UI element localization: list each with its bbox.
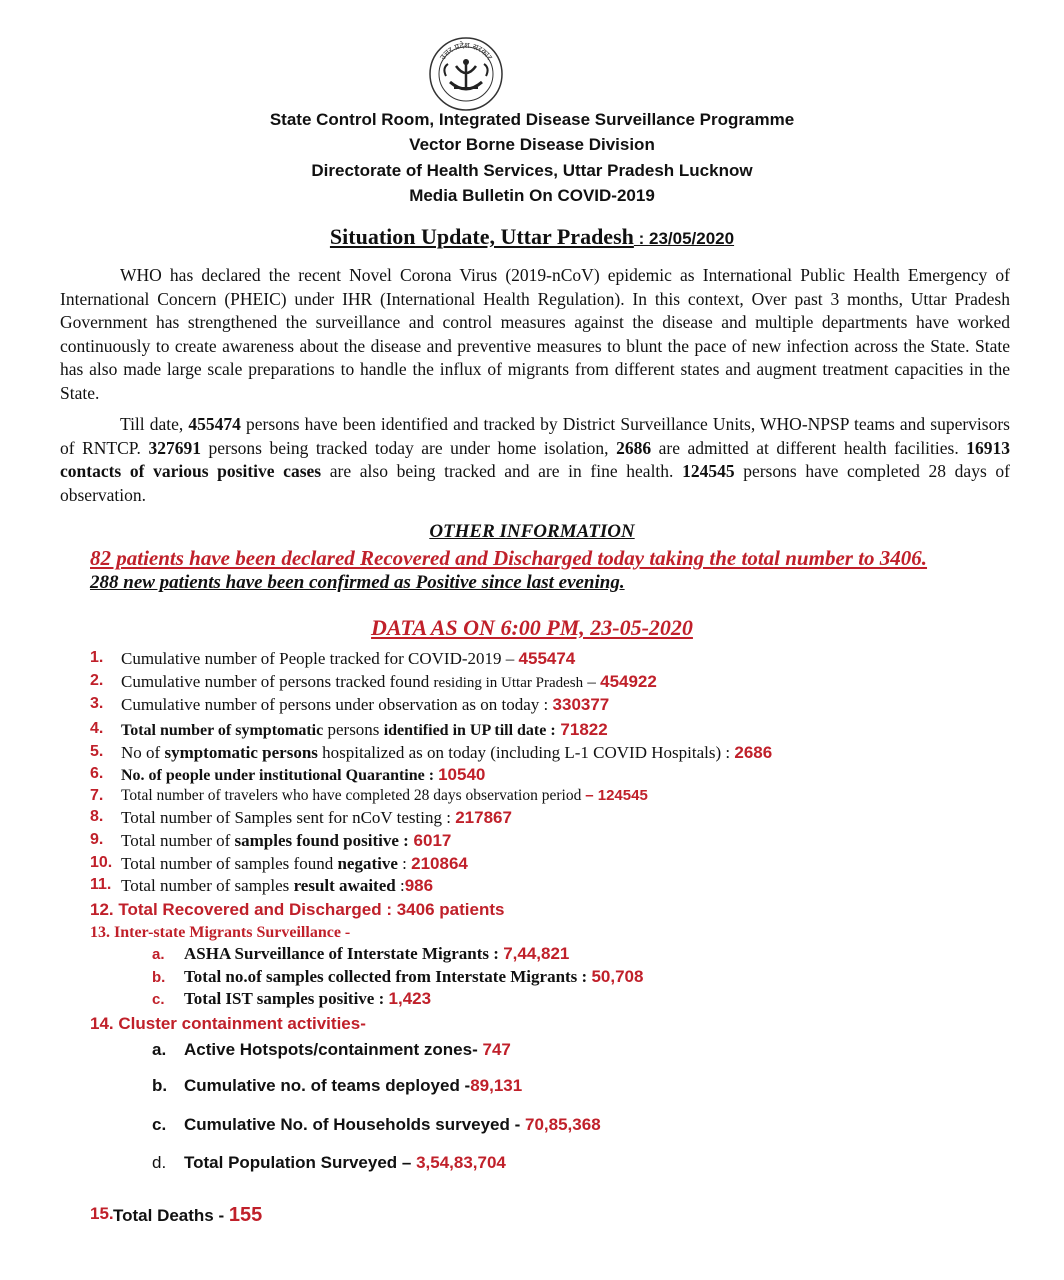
other-information-heading: OTHER INFORMATION [429,521,635,542]
data-as-on-heading: DATA AS ON 6:00 PM, 23-05-2020 [371,615,693,640]
state-emblem-seal [428,36,504,112]
header-line-division: Vector Borne Disease Division [409,135,655,154]
list-item: 10. Total number of samples found negative : 210864 [90,854,468,873]
list-item: 13. Inter-state Migrants Surveillance - [90,924,351,941]
header-line-bulletin: Media Bulletin On COVID-2019 [409,186,655,205]
list-item: 11. Total number of samples result awaited :986 [90,876,434,895]
sub-list-item: b. Cumulative no. of teams deployed -89,131 [152,1076,523,1095]
recovered-notice: 82 patients have been declared Recovered and Discharged today taking the total number to 3406. [90,546,928,570]
total-deaths-item: 15. Total Deaths - 155 [90,1204,263,1226]
intro-paragraph: WHO has declared the recent Novel Corona Virus (2019-nCoV) epidemic as International Public Health Emergency of International Concern (PHEIC) under IHR (International Health Regulation). In this context, Over past 3 months, Uttar Pradesh Government has strengthened the surveillance and control measures against the disease and multiple departments have worked continuously to create awareness about the disease and preventive measures to blunt the pace of new infection across the State. State has also made large scale preparations to handle the influx of migrants from different states and augment treatment capacities in the State. [60,265,1010,403]
list-item: 7. Total number of travelers who have completed 28 days observation period – 124545 [90,787,648,804]
list-item: 5. No of symptomatic persons hospitalized as on today (including L-1 COVID Hospitals) : 2686 [90,743,773,762]
list-item: 8. Total number of Samples sent for nCoV testing : 217867 [90,808,512,827]
list-item: 14. Cluster containment activities- [90,1014,366,1033]
svg-text:उत्तर प्रदेश सरकार: उत्तर प्रदेश सरकार [438,40,494,62]
tracking-paragraph: Till date, 455474 persons have been identified and tracked by District Surveillance Units, WHO-NPSP teams and supervisors of RNTCP. 327691 persons being tracked today are under home isolation, 2686 are admitted at different health facilities. 16913 contacts of various positive cases are also being tracked and are in fine health. 124545 persons have completed 28 days of observation. [60,414,1010,505]
sub-list-item: a. Active Hotspots/containment zones- 747 [152,1040,511,1059]
sub-list-item: d. Total Population Surveyed – 3,54,83,704 [152,1153,506,1172]
sub-list-item: c. Total IST samples positive : 1,423 [152,989,432,1008]
list-item: 3. Cumulative number of persons under observation as on today : 330377 [90,695,610,714]
list-item: 2. Cumulative number of persons tracked found residing in Uttar Pradesh – 454922 [90,672,657,691]
list-item: 6. No. of people under institutional Quarantine : 10540 [90,765,486,784]
bulletin-date: 23/05/2020 [648,229,735,248]
sub-list-item: c. Cumulative No. of Households surveyed - 70,85,368 [152,1115,601,1134]
positive-notice: 288 new patients have been confirmed as Positive since last evening. [90,572,625,593]
list-item: 9. Total number of samples found positive : 6017 [90,831,452,850]
list-item: 12. Total Recovered and Discharged : 3406 patients [90,900,505,919]
situation-update-title: Situation Update, Uttar Pradesh : 23/05/2020 [329,224,735,249]
sub-list-item: b. Total no.of samples collected from Interstate Migrants : 50,708 [152,967,644,986]
list-item: 4. Total number of symptomatic persons identified in UP till date : 71822 [90,720,608,739]
header-line-directorate: Directorate of Health Services, Uttar Pradesh Lucknow [311,161,753,180]
sub-list-item: a. ASHA Surveillance of Interstate Migrants : 7,44,821 [152,944,570,963]
header-line-idsp: State Control Room, Integrated Disease Surveillance Programme [269,110,795,129]
list-item: 1. Cumulative number of People tracked for COVID-2019 – 455474 [90,649,576,668]
